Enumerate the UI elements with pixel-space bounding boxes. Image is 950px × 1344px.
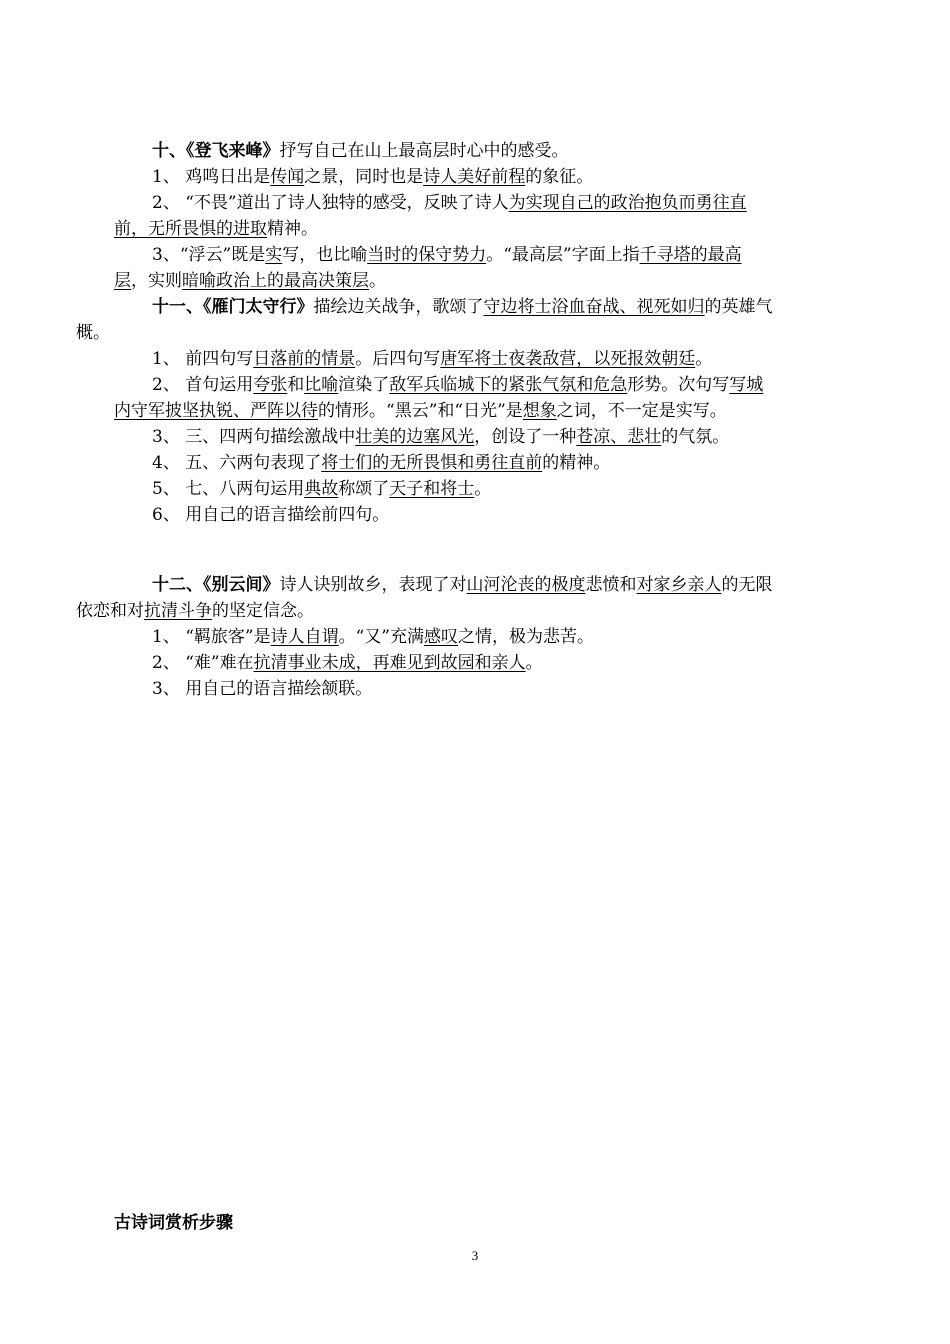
section-number: 十一、 (152, 297, 203, 317)
s10-item-1 (114, 164, 840, 190)
text: 5、 七、八两句运用 (152, 479, 305, 499)
s11-item-1 (114, 346, 840, 372)
text: 的英雄气 (704, 297, 773, 317)
underlined-answer: 壮美的边塞风光 (355, 427, 475, 447)
underlined-answer: 诗人自谓 (270, 627, 339, 647)
underlined-answer: 苍凉、悲壮 (576, 427, 662, 447)
s11-item-6 (114, 502, 840, 528)
underlined-answer: 天子和将士 (389, 479, 475, 499)
s11-item-2 (114, 372, 840, 424)
poem-title: 《雁门太守行》 (203, 297, 314, 317)
text: 之情，极为悲苦。 (458, 627, 594, 647)
s11-item-3 (114, 424, 840, 450)
underlined-answer: 当时的保守势力 (367, 245, 487, 265)
s11-item-5 (114, 476, 840, 502)
s10-item-3 (114, 242, 840, 294)
underlined-answer: 为实现自己的政治抱负而勇往直 (508, 193, 747, 213)
text: 。 (474, 479, 492, 499)
text: 2、 “不畏”道出了诗人独特的感受，反映了诗人 (152, 193, 509, 213)
text: 。 (695, 349, 713, 369)
text: 的气氛。 (661, 427, 730, 447)
underlined-answer: 内守军披坚执锐、严阵以待 (114, 401, 318, 421)
poem-title: 《登飞来峰》 (186, 141, 280, 161)
text: 概。 (76, 323, 110, 343)
text: 抒写自己在山上最高层时心中的感受。 (279, 141, 569, 161)
text: 。 (525, 653, 543, 673)
underlined-answer: 典故 (304, 479, 339, 499)
underlined-answer: 暗喻政治上的最高决策层 (182, 271, 369, 291)
text: 描绘边关战争，歌颂了 (313, 297, 484, 317)
text: 称颂了 (338, 479, 390, 499)
underlined-answer: 前，无所畏惧的进取 (114, 219, 267, 239)
underlined-answer: 夸张 (253, 375, 288, 395)
text: 形势。次句写 (627, 375, 730, 395)
text: 1、 鸡鸣日出是 (152, 167, 271, 187)
s11-item-4 (114, 450, 840, 476)
text: 1、 “羁旅客”是 (152, 627, 271, 647)
section-number: 十、 (152, 141, 186, 161)
text: 之景，同时也是 (304, 167, 424, 187)
underlined-answer: 日落前的情景 (253, 349, 356, 369)
text: 3、 三、四两句描绘激战中 (152, 427, 356, 447)
text: ，创设了一种 (474, 427, 577, 447)
text: 精神。 (267, 219, 318, 239)
underlined-answer: 层 (114, 271, 131, 291)
s12-item-2 (114, 650, 840, 676)
underlined-answer: 传闻 (270, 167, 305, 187)
s12-item-3 (114, 676, 840, 702)
underlined-answer: 唐军将士夜袭敌营，以死报效朝廷 (440, 349, 696, 369)
s12-item-1 (114, 624, 840, 650)
text: 1、 前四句写 (152, 349, 254, 369)
text: 写，也比喻 (282, 245, 368, 265)
text: 依恋和对 (76, 601, 144, 621)
text: ，实则 (131, 271, 182, 291)
text: 2、 首句运用 (152, 375, 254, 395)
section-12-heading (76, 572, 840, 624)
underlined-answer: 感叹 (424, 627, 458, 647)
text: 3、 用自己的语言描绘颔联。 (152, 679, 373, 699)
underlined-answer: 对家乡亲人 (636, 575, 722, 595)
s10-item-2 (114, 190, 840, 242)
text: 2、 “难”难在 (152, 653, 254, 673)
underlined-answer: 诗人美好前程 (423, 167, 526, 187)
text: 的情形。“黑云”和“日光”是 (318, 401, 523, 421)
underlined-answer: 抗清事业未成，再难见到故园和亲人 (253, 653, 526, 673)
section-11-heading (76, 294, 840, 346)
text: 4、 五、六两句表现了 (152, 453, 322, 473)
underlined-answer: 敌军兵临城下的紧张气氛和危急 (389, 375, 628, 395)
underlined-answer: 将士们的无所畏惧和勇往直前 (321, 453, 543, 473)
text: 诗人诀别故乡，表现了对 (279, 575, 467, 595)
underlined-answer: 写城 (729, 375, 764, 395)
text: 之词，不一定是实写。 (556, 401, 727, 421)
underlined-answer: 想象 (522, 401, 557, 421)
text: 的象征。 (525, 167, 594, 187)
text: 的坚定信念。 (212, 601, 314, 621)
text: 和 (287, 375, 305, 395)
underlined-answer: 实 (265, 245, 283, 265)
underlined-answer: 抗清斗争 (144, 601, 212, 621)
text: 6、 用自己的语言描绘前四句。 (152, 505, 390, 525)
underlined-answer: 比喻 (304, 375, 339, 395)
text: 渲染了 (338, 375, 390, 395)
text: 3、“浮云”既是 (152, 245, 266, 265)
footer-heading: 古诗词赏析步骤 (114, 1213, 233, 1233)
text: 的无限 (721, 575, 773, 595)
text: 。“又”充满 (338, 627, 424, 647)
text: 。后四句写 (355, 349, 441, 369)
text: 的精神。 (542, 453, 611, 473)
page-number: 3 (471, 1248, 479, 1263)
section-10-heading (114, 138, 840, 164)
text: 悲愤和 (585, 575, 637, 595)
underlined-answer: 山河沦丧的极度 (466, 575, 586, 595)
underlined-answer: 守边将士浴血奋战、视死如归 (483, 297, 705, 317)
underlined-answer: 千寻塔的最高 (639, 245, 742, 265)
text: 。 (369, 271, 386, 291)
poem-title: 《别云间》 (203, 575, 280, 595)
text: 。“最高层”字面上指 (486, 245, 640, 265)
section-number: 十二、 (152, 575, 203, 595)
